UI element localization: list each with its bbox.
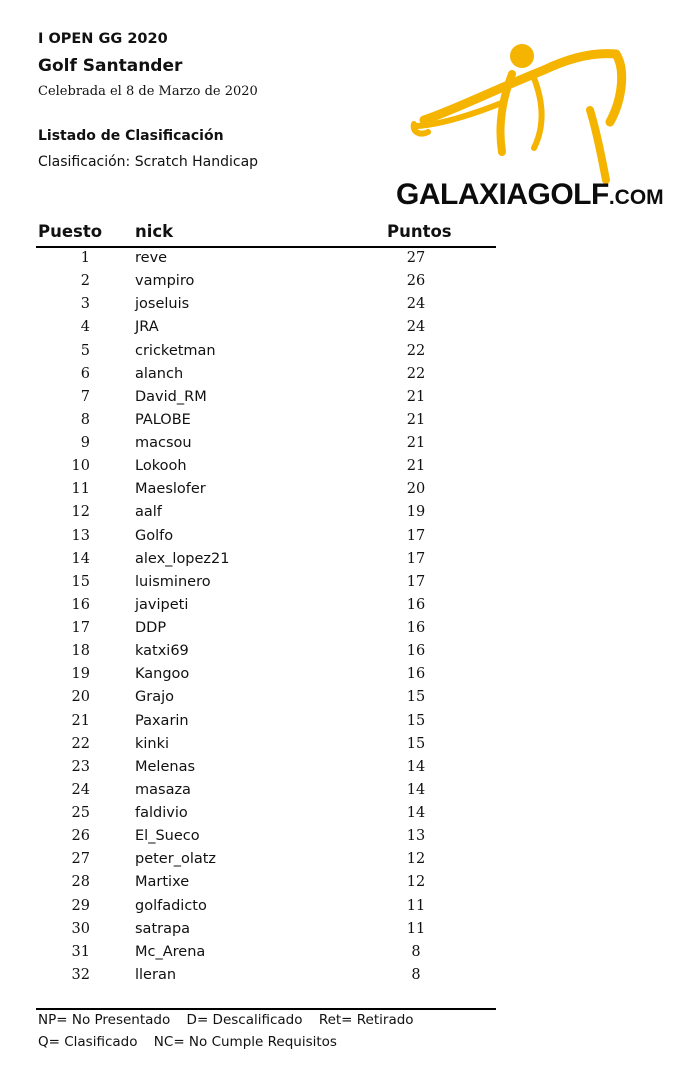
rank-cell: 31 <box>71 943 90 960</box>
nick-cell: vampiro <box>135 273 195 290</box>
points-cell: 22 <box>406 365 426 382</box>
nick-cell: satrapa <box>135 920 191 937</box>
legend-np: NP= No Presentado <box>38 1012 171 1028</box>
table-row <box>36 456 496 479</box>
points-cell: 12 <box>406 851 426 868</box>
logo-wordmark <box>396 178 664 212</box>
galaxiagolf-logo <box>394 40 670 211</box>
rank-cell: 8 <box>80 411 90 428</box>
nick-cell: katxi69 <box>135 643 189 660</box>
points-cell: 14 <box>406 781 426 798</box>
rank-cell: 15 <box>71 573 90 590</box>
rank-cell: 26 <box>71 828 90 845</box>
rank-cell: 2 <box>80 273 90 290</box>
points-cell: 11 <box>406 897 426 914</box>
points-cell: 13 <box>406 828 426 845</box>
table-row <box>36 618 496 641</box>
rank-cell: 12 <box>71 504 90 521</box>
col-header-nick: nick <box>135 222 174 241</box>
table-row <box>36 896 496 919</box>
golfer-swoosh-icon <box>394 40 670 192</box>
table-row <box>36 942 496 965</box>
rank-cell: 1 <box>80 250 90 266</box>
rank-cell: 21 <box>71 712 90 729</box>
nick-cell: Golfo <box>135 527 174 544</box>
col-header-puntos: Puntos <box>387 222 452 241</box>
table-row <box>36 248 496 271</box>
nick-cell: David_RM <box>135 388 207 405</box>
table-row <box>36 687 496 710</box>
rank-cell: 20 <box>71 689 90 706</box>
nick-cell: peter_olatz <box>135 851 217 868</box>
rank-cell: 16 <box>71 596 90 613</box>
nick-cell: Lokooh <box>135 458 187 475</box>
event-title: I OPEN GG 2020 <box>38 31 168 47</box>
rank-cell: 17 <box>71 620 90 636</box>
table-row <box>36 641 496 664</box>
nick-cell: aalf <box>135 504 162 521</box>
points-cell: 17 <box>406 550 426 567</box>
table-row <box>36 803 496 826</box>
table-row <box>36 549 496 572</box>
nick-cell: Mc_Arena <box>135 943 206 960</box>
nick-cell: PALOBE <box>135 411 191 428</box>
table-row <box>36 479 496 502</box>
nick-cell: javipeti <box>135 596 189 613</box>
table-row <box>36 826 496 849</box>
rank-cell: 13 <box>71 527 90 544</box>
rank-cell: 6 <box>80 365 90 382</box>
nick-cell: Maeslofer <box>135 481 206 498</box>
table-header <box>36 219 496 248</box>
classification-type: Clasificación: Scratch Handicap <box>38 154 259 170</box>
table-row <box>36 433 496 456</box>
points-cell: 14 <box>406 758 426 775</box>
legend-d: D= Descalificado <box>186 1012 303 1028</box>
legend-footer <box>36 1008 496 1056</box>
rank-cell: 22 <box>71 735 90 752</box>
club-name: Golf Santander <box>38 56 183 76</box>
table-row <box>36 919 496 942</box>
points-cell: 11 <box>406 920 426 937</box>
points-cell: 16 <box>406 596 426 613</box>
table-row <box>36 271 496 294</box>
table-row <box>36 502 496 525</box>
rank-cell: 24 <box>71 781 90 798</box>
points-cell: 15 <box>406 689 426 706</box>
nick-cell: Kangoo <box>135 666 190 683</box>
points-cell: 14 <box>406 805 426 821</box>
logo-suffix-text: .COM <box>608 186 664 209</box>
nick-cell: DDP <box>135 620 167 636</box>
nick-cell: JRA <box>135 319 159 336</box>
nick-cell: kinki <box>135 735 170 752</box>
nick-cell: masaza <box>135 781 191 798</box>
table-row <box>36 317 496 340</box>
points-cell: 16 <box>406 620 426 636</box>
points-cell: 26 <box>406 273 426 290</box>
points-cell: 8 <box>411 966 421 983</box>
points-cell: 22 <box>406 342 426 359</box>
table-row <box>36 872 496 895</box>
points-cell: 8 <box>411 943 421 960</box>
nick-cell: Grajo <box>135 689 174 706</box>
event-date: Celebrada el 8 de Marzo de 2020 <box>38 84 258 99</box>
points-cell: 21 <box>406 388 426 405</box>
list-title: Listado de Clasificación <box>38 128 224 144</box>
nick-cell: Paxarin <box>135 712 189 729</box>
classification-table <box>36 219 496 988</box>
nick-cell: macsou <box>135 435 192 451</box>
rank-cell: 10 <box>71 458 90 475</box>
rank-cell: 11 <box>71 481 90 498</box>
points-cell: 12 <box>406 874 426 891</box>
points-cell: 16 <box>406 643 426 660</box>
rank-cell: 9 <box>80 435 90 451</box>
points-cell: 17 <box>406 527 426 544</box>
points-cell: 20 <box>406 481 426 498</box>
rank-cell: 30 <box>71 920 90 937</box>
nick-cell: joseluis <box>135 296 190 313</box>
rank-cell: 19 <box>71 666 90 683</box>
nick-cell: alex_lopez21 <box>135 550 230 567</box>
table-row <box>36 780 496 803</box>
table-row <box>36 364 496 387</box>
points-cell: 21 <box>406 458 426 475</box>
points-cell: 15 <box>406 735 426 752</box>
nick-cell: lleran <box>135 966 177 983</box>
rank-cell: 18 <box>71 643 90 660</box>
nick-cell: Martixe <box>135 874 190 891</box>
nick-cell: reve <box>135 250 168 266</box>
legend-line-2 <box>36 1034 496 1056</box>
table-row <box>36 595 496 618</box>
rank-cell: 29 <box>71 897 90 914</box>
rank-cell: 7 <box>80 388 90 405</box>
table-row <box>36 711 496 734</box>
points-cell: 27 <box>406 250 426 266</box>
rank-cell: 4 <box>80 319 90 336</box>
table-row <box>36 734 496 757</box>
rank-cell: 3 <box>80 296 90 313</box>
table-row <box>36 294 496 317</box>
points-cell: 15 <box>406 712 426 729</box>
nick-cell: luisminero <box>135 573 211 590</box>
points-cell: 24 <box>406 296 426 313</box>
points-cell: 24 <box>406 319 426 336</box>
nick-cell: faldivio <box>135 805 188 821</box>
logo-main-text: GALAXIAGOLF <box>396 178 609 211</box>
legend-q: Q= Clasificado <box>38 1034 138 1050</box>
table-body <box>36 248 496 988</box>
points-cell: 17 <box>406 573 426 590</box>
rank-cell: 32 <box>71 966 90 983</box>
col-header-puesto: Puesto <box>38 222 103 241</box>
legend-line-1 <box>36 1012 496 1034</box>
legend-ret: Ret= Retirado <box>318 1012 414 1028</box>
rank-cell: 5 <box>80 342 90 359</box>
rank-cell: 14 <box>71 550 90 567</box>
nick-cell: alanch <box>135 365 184 382</box>
legend-nc: NC= No Cumple Requisitos <box>153 1034 337 1050</box>
nick-cell: El_Sueco <box>135 828 200 845</box>
points-cell: 16 <box>406 666 426 683</box>
nick-cell: cricketman <box>135 342 216 359</box>
table-row <box>36 664 496 687</box>
table-row <box>36 965 496 988</box>
nick-cell: Melenas <box>135 758 196 775</box>
table-row <box>36 526 496 549</box>
rank-cell: 23 <box>71 758 90 775</box>
points-cell: 21 <box>406 435 426 451</box>
table-row <box>36 387 496 410</box>
rank-cell: 28 <box>71 874 90 891</box>
rank-cell: 25 <box>71 805 90 821</box>
rank-cell: 27 <box>71 851 90 868</box>
table-row <box>36 572 496 595</box>
table-row <box>36 341 496 364</box>
table-row <box>36 410 496 433</box>
table-row <box>36 757 496 780</box>
table-row <box>36 849 496 872</box>
points-cell: 19 <box>406 504 426 521</box>
points-cell: 21 <box>406 411 426 428</box>
nick-cell: golfadicto <box>135 897 207 914</box>
